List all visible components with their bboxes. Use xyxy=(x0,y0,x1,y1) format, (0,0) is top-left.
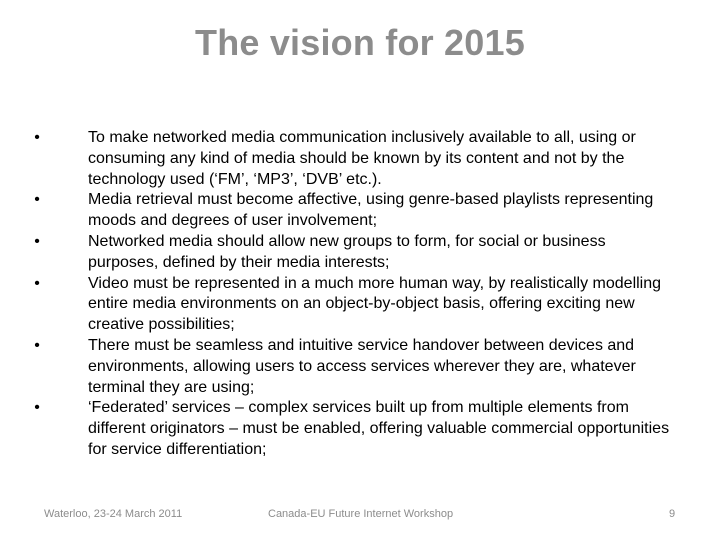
bullet-icon: • xyxy=(34,336,40,354)
bullet-text: Networked media should allow new groups to form, for social or business purposes, defined by their media interests; xyxy=(88,232,606,271)
bullet-text: There must be seamless and intuitive service handover between devices and environments, allowing users to access services wherever they are, whatever terminal they are using; xyxy=(88,336,636,396)
bullet-icon: • xyxy=(34,399,40,417)
bullet-item-networked-media-access xyxy=(32,128,672,190)
footer-page-number: 9 xyxy=(669,508,676,520)
bullet-icon: • xyxy=(34,191,40,209)
bullet-text: Video must be represented in a much more human way, by realistically modelling entire media environments on an object-by-object basis, offering exciting new creative possibilities; xyxy=(88,274,662,334)
bullet-text: ‘Federated’ services – complex services built up from multiple elements from different originators – must be enabled, offering valuable commercial opportunities for service differentiation; xyxy=(88,399,670,458)
bullet-text: To make networked media communication inclusively available to all, using or consuming any kind of media should be known by its content and not by the technology used (‘FM’, ‘MP3’, ‘DVB’ etc.). xyxy=(88,129,636,188)
bullet-icon: • xyxy=(34,129,40,146)
bullet-item-media-retrieval xyxy=(32,190,672,232)
footer-event-name: Canada-EU Future Internet Workshop xyxy=(268,508,454,520)
footer-date-location: Waterloo, 23-24 March 2011 xyxy=(44,508,183,520)
slide-title: The vision for 2015 xyxy=(195,22,525,63)
bullet-icon: • xyxy=(34,274,40,292)
bullet-item-video-representation xyxy=(32,274,672,336)
bullet-text: Media retrieval must become affective, using genre-based playlists representing moods and degrees of user involvement; xyxy=(88,191,654,230)
bullet-list xyxy=(32,128,672,461)
bullet-item-federated-services xyxy=(32,398,672,460)
bullet-item-new-groups xyxy=(32,232,672,274)
bullet-icon: • xyxy=(34,232,40,250)
bullet-item-service-handover xyxy=(32,336,672,398)
